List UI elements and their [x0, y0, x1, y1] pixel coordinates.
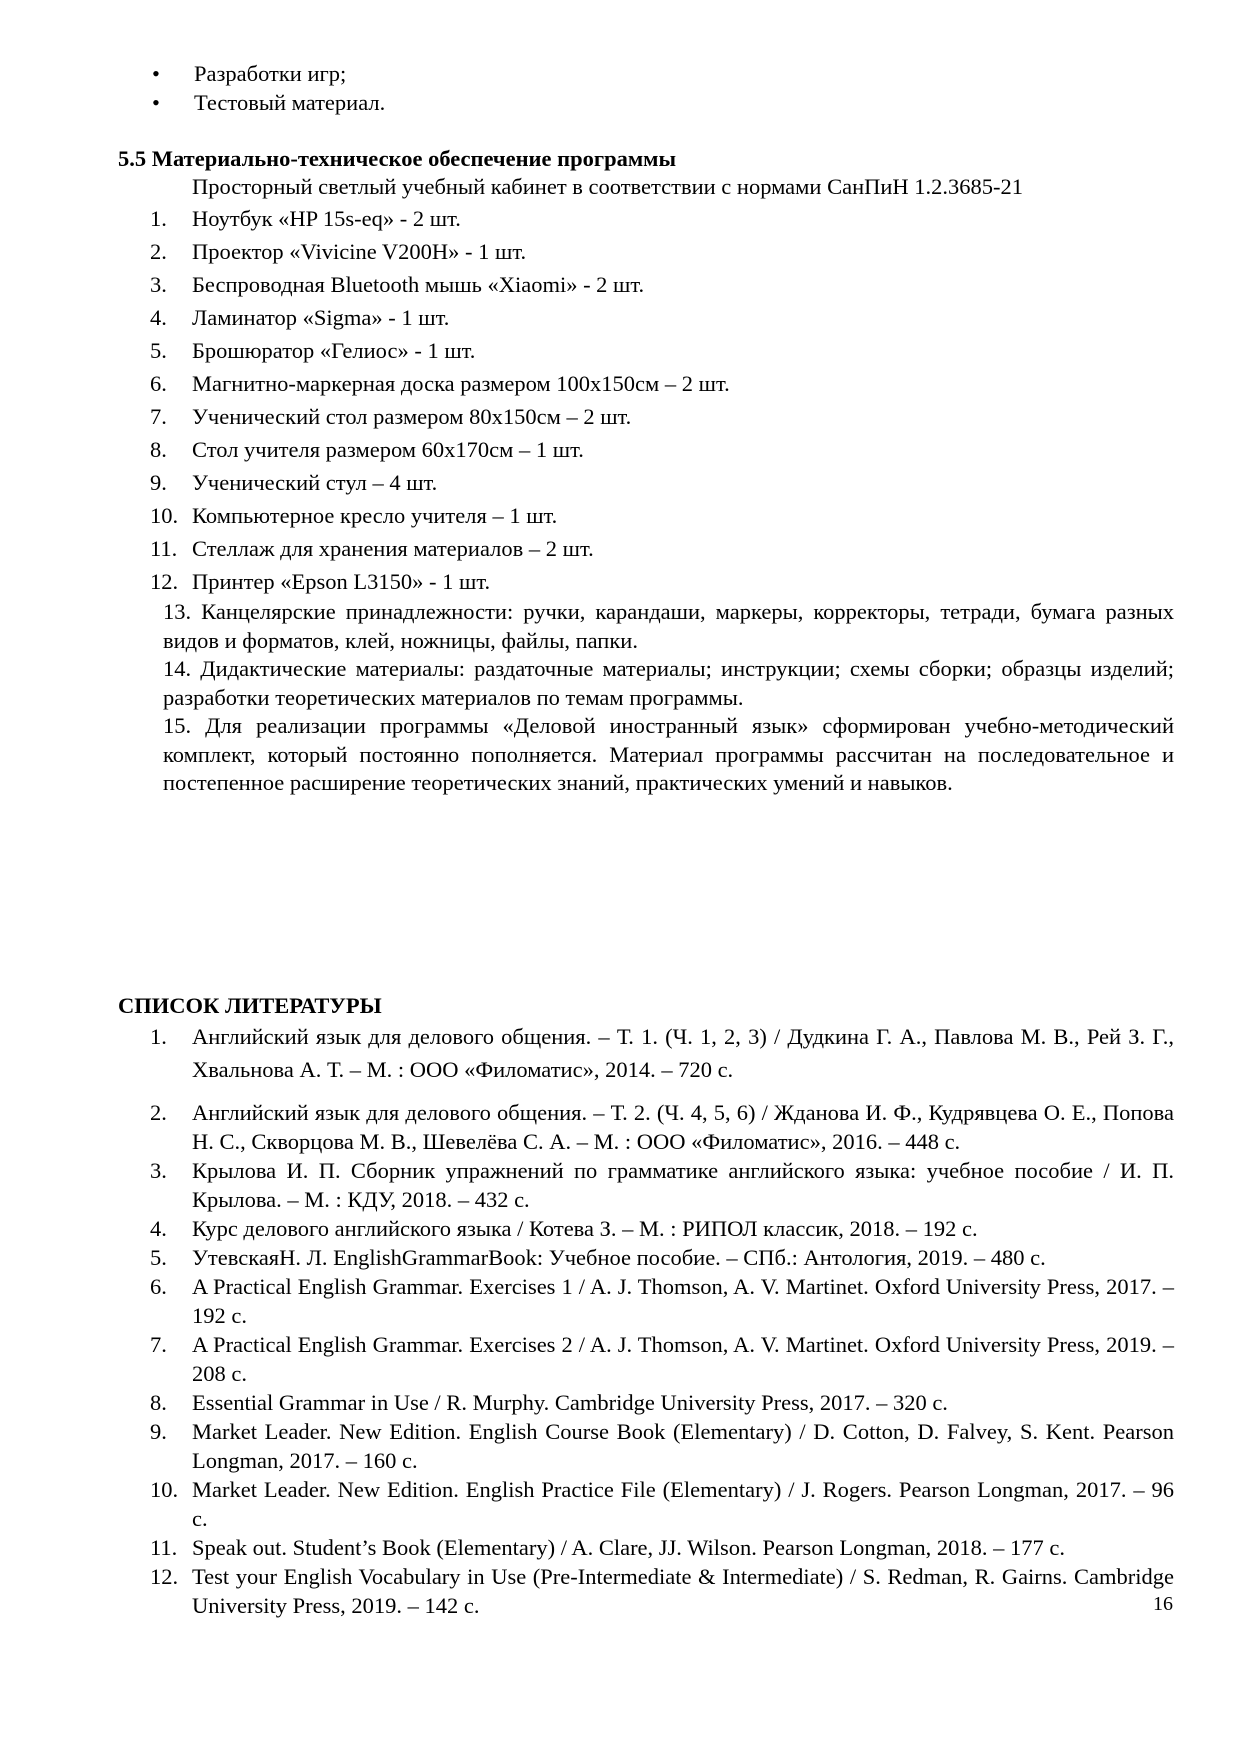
equipment-item — [150, 235, 1174, 268]
item-number: 9. — [150, 470, 167, 495]
item-text: Speak out. Student’s Book (Elementary) / A. Clare, JJ. Wilson. Pearson Longman, 2018. – 177 с. — [192, 1535, 1065, 1560]
item-number: 8. — [150, 1390, 167, 1415]
literature-item — [150, 1020, 1174, 1086]
item-number: 6. — [150, 371, 167, 396]
equipment-item — [150, 532, 1174, 565]
item-number: 3. — [150, 1158, 167, 1183]
item-number: 5. — [150, 338, 167, 363]
item-text: Проектор «Vivicine V200H» - 1 шт. — [192, 239, 527, 264]
item-text: Магнитно-маркерная доска размером 100х150см – 2 шт. — [192, 371, 730, 396]
item-number: 6. — [150, 1274, 167, 1299]
item-number: 8. — [150, 437, 167, 462]
item-number: 10. — [150, 503, 179, 528]
item-number: 11. — [150, 1535, 178, 1560]
literature-item — [150, 1098, 1174, 1156]
bullet-text: Разработки игр; — [194, 61, 347, 86]
equipment-item — [150, 367, 1174, 400]
item-number: 5. — [150, 1245, 167, 1270]
item-text: Английский язык для делового общения. – Т. 1. (Ч. 1, 2, 3) / Дудкина Г. А., Павлова М. В., Рей З. Г., Хвальнова А. Т. – М. : ООО «Филоматис», 2014. – 720 с. — [192, 1024, 1174, 1082]
item-text: Test your English Vocabulary in Use (Pre-Intermediate & Intermediate) / S. Redman, R. Gairns. Cambridge University Press, 2019. – 142 с. — [192, 1564, 1174, 1618]
item-text: Стеллаж для хранения материалов – 2 шт. — [192, 536, 594, 561]
bullet-icon: • — [152, 61, 160, 86]
literature-item — [150, 1417, 1174, 1475]
item-number: 2. — [150, 1100, 167, 1125]
page-number: 16 — [1153, 1593, 1173, 1615]
equipment-item — [150, 433, 1174, 466]
item-number: 3. — [150, 272, 167, 297]
literature-item — [150, 1272, 1174, 1330]
intro-paragraph: Просторный светлый учебный кабинет в соответствии с нормами СанПиН 1.2.3685-21 — [192, 174, 1024, 199]
literature-item — [150, 1156, 1174, 1214]
bullet-text: Тестовый материал. — [194, 90, 386, 115]
literature-item — [150, 1243, 1174, 1272]
equipment-item — [150, 334, 1174, 367]
literature-item — [150, 1562, 1174, 1620]
item-number: 7. — [150, 1332, 167, 1357]
literature-heading: СПИСОК ЛИТЕРАТУРЫ — [118, 993, 382, 1018]
item-text: Стол учителя размером 60х170см – 1 шт. — [192, 437, 584, 462]
item-text: Крылова И. П. Сборник упражнений по грамматике английского языка: учебное пособие / И. П. Крылова. – М. : КДУ, 2018. – 432 с. — [192, 1158, 1174, 1212]
equipment-item — [150, 301, 1174, 334]
item-text: A Practical English Grammar. Exercises 2 / A. J. Thomson, A. V. Martinet. Oxford University Press, 2019. – 208 с. — [192, 1332, 1174, 1386]
item-number: 9. — [150, 1419, 167, 1444]
item-text: A Practical English Grammar. Exercises 1 / A. J. Thomson, A. V. Martinet. Oxford University Press, 2017. – 192 с. — [192, 1274, 1174, 1328]
item-text: Ученический стол размером 80х150см – 2 шт. — [192, 404, 632, 429]
item-number: 2. — [150, 239, 167, 264]
item-number: 12. — [150, 1564, 179, 1589]
literature-item — [150, 1533, 1174, 1562]
extra-item: 14. Дидактические материалы: раздаточные материалы; инструкции; схемы сборки; образцы изделий; разработки теоретических материалов по темам программы. — [163, 656, 1174, 710]
extra-items — [163, 598, 1174, 798]
literature-item — [150, 1475, 1174, 1533]
literature-item — [150, 1214, 1174, 1243]
bullet-item — [152, 59, 952, 88]
item-text: Компьютерное кресло учителя – 1 шт. — [192, 503, 558, 528]
item-number: 10. — [150, 1477, 179, 1502]
literature-item — [150, 1388, 1174, 1417]
item-number: 4. — [150, 1216, 167, 1241]
equipment-item — [150, 499, 1174, 532]
item-text: Ламинатор «Sigma» - 1 шт. — [192, 305, 450, 330]
item-text: Брошюратор «Гелиос» - 1 шт. — [192, 338, 476, 363]
item-number: 11. — [150, 536, 178, 561]
equipment-item — [150, 202, 1174, 235]
item-text: Беспроводная Bluetooth мышь «Xiaomi» - 2 шт. — [192, 272, 645, 297]
item-text: УтевскаяН. Л. EnglishGrammarBook: Учебное пособие. – СПб.: Антология, 2019. – 480 с. — [192, 1245, 1046, 1270]
item-text: Английский язык для делового общения. – Т. 2. (Ч. 4, 5, 6) / Жданова И. Ф., Кудрявцева О. Е., Попова Н. С., Скворцова М. В., Шевелёва С. А. – М. : ООО «Филоматис», 2016. – 448 с. — [192, 1100, 1174, 1154]
equipment-item — [150, 400, 1174, 433]
extra-item: 13. Канцелярские принадлежности: ручки, карандаши, маркеры, корректоры, тетради, бумага разных видов и форматов, клей, ножницы, файлы, папки. — [163, 599, 1174, 653]
item-number: 7. — [150, 404, 167, 429]
item-text: Ноутбук «HP 15s-eq» - 2 шт. — [192, 206, 461, 231]
item-number: 4. — [150, 305, 167, 330]
bullet-icon: • — [152, 90, 160, 115]
item-number: 1. — [150, 1024, 167, 1049]
item-text: Market Leader. New Edition. English Course Book (Elementary) / D. Cotton, D. Falvey, S. Kent. Pearson Longman, 2017. – 160 с. — [192, 1419, 1174, 1473]
bullet-item — [152, 88, 952, 117]
item-text: Market Leader. New Edition. English Practice File (Elementary) / J. Rogers. Pearson Longman, 2017. – 96 с. — [192, 1477, 1174, 1531]
item-number: 12. — [150, 569, 179, 594]
extra-item: 15. Для реализации программы «Деловой иностранный язык» сформирован учебно-методический комплект, который постоянно пополняется. Материал программы рассчитан на последовательное и постепенное расширение теоретических знаний, практических умений и навыков. — [163, 713, 1174, 795]
item-text: Курс делового английского языка / Котева З. – М. : РИПОЛ классик, 2018. – 192 с. — [192, 1216, 978, 1241]
literature-list — [150, 1020, 1174, 1620]
equipment-item — [150, 268, 1174, 301]
item-text: Принтер «Epson L3150» - 1 шт. — [192, 569, 491, 594]
item-text: Ученический стул – 4 шт. — [192, 470, 438, 495]
equipment-item — [150, 565, 1174, 598]
equipment-item — [150, 466, 1174, 499]
section-heading: 5.5 Материально-техническое обеспечение программы — [118, 146, 677, 171]
equipment-list — [150, 202, 1174, 598]
item-text: Essential Grammar in Use / R. Murphy. Cambridge University Press, 2017. – 320 с. — [192, 1390, 948, 1415]
literature-item — [150, 1330, 1174, 1388]
item-number: 1. — [150, 206, 167, 231]
bullet-list — [152, 59, 952, 117]
